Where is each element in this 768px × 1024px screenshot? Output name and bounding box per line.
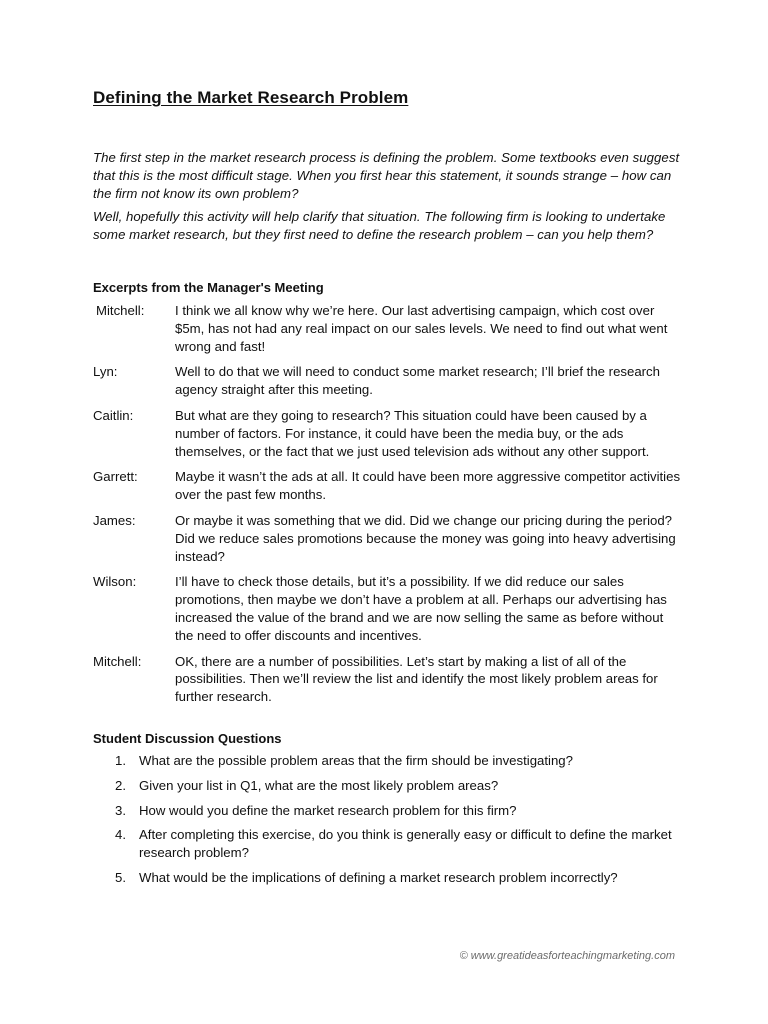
- questions-list: [93, 752, 683, 887]
- question-item: [93, 752, 683, 770]
- copyright-footer: © www.greatideasforteachingmarketing.com: [459, 950, 675, 962]
- dialogue-turn: [93, 512, 683, 565]
- dialogue-turn: [93, 302, 683, 355]
- dialogue-turn: [93, 468, 683, 504]
- speaker-name: James:: [93, 512, 136, 528]
- intro-paragraph: Well, hopefully this activity will help clarify that situation. The following firm is looking to undertake some market research, but they first need to define the research problem – can you help them?: [93, 209, 666, 243]
- speaker-text: Or maybe it was something that we did. Did we change our pricing during the period? Did we reduce sales promotions because the money was going into heavy advertising instead?: [175, 512, 676, 564]
- speaker-text: OK, there are a number of possibilities. Let’s start by making a list of all of the possibilities. Then we’ll review the list and identify the most likely problem areas for further research.: [175, 653, 658, 705]
- speaker-name: Mitchell:: [96, 302, 145, 318]
- question-text: After completing this exercise, do you think is generally easy or difficult to define the market research problem?: [139, 827, 672, 861]
- dialogue-turn: [93, 363, 683, 399]
- question-text: What are the possible problem areas that the firm should be investigating?: [139, 752, 573, 768]
- speaker-name: Mitchell:: [93, 653, 142, 669]
- dialogue-turn: [93, 653, 683, 706]
- question-item: [93, 869, 683, 887]
- speaker-name: Caitlin:: [93, 407, 134, 423]
- speaker-name: Garrett:: [93, 469, 138, 485]
- question-item: [93, 777, 683, 795]
- question-number: 5.: [115, 869, 126, 885]
- page-title: Defining the Market Research Problem: [93, 88, 409, 107]
- intro-section: [93, 149, 683, 244]
- question-text: Given your list in Q1, what are the most likely problem areas?: [139, 777, 499, 793]
- questions-heading: Student Discussion Questions: [93, 730, 282, 746]
- speaker-text: Maybe it wasn’t the ads at all. It could have been more aggressive competitor activities over the past few months.: [175, 469, 681, 503]
- question-number: 3.: [115, 802, 126, 818]
- dialogue-turn: [93, 573, 683, 644]
- meeting-dialogue: [93, 302, 683, 706]
- question-item: [93, 826, 683, 862]
- speaker-text: I’ll have to check those details, but it’s a possibility. If we did reduce our sales promotions, then maybe we don’t have a problem at all. Perhaps our advertising has increased the value of the brand and we are now selling the same as before without the need to offer discounts and incentives.: [175, 574, 667, 643]
- question-number: 1.: [115, 752, 126, 768]
- speaker-text: Well to do that we will need to conduct some market research; I’ll brief the research agency straight after this meeting.: [175, 364, 660, 398]
- question-number: 4.: [115, 827, 126, 843]
- speaker-text: I think we all know why we’re here. Our last advertising campaign, which cost over $5m, has not had any real impact on our sales levels. We need to find out what went wrong and fast!: [175, 302, 668, 354]
- question-text: How would you define the market research problem for this firm?: [139, 802, 517, 818]
- speaker-name: Lyn:: [93, 364, 118, 380]
- speaker-text: But what are they going to research? This situation could have been caused by a number of factors. For instance, it could have been the media buy, or the ads themselves, or the fact that we just used television ads without any other support.: [175, 407, 650, 459]
- dialogue-turn: [93, 407, 683, 460]
- intro-paragraph: The first step in the market research process is defining the problem. Some textbooks even suggest that this is the most difficult stage. When you first hear this statement, it sounds strange – how can the firm not know its own problem?: [93, 150, 680, 201]
- document-page: [93, 88, 683, 903]
- question-number: 2.: [115, 777, 126, 793]
- speaker-name: Wilson:: [93, 574, 137, 590]
- meeting-heading: Excerpts from the Manager's Meeting: [93, 279, 324, 295]
- question-text: What would be the implications of defining a market research problem incorrectly?: [139, 869, 618, 885]
- question-item: [93, 802, 683, 820]
